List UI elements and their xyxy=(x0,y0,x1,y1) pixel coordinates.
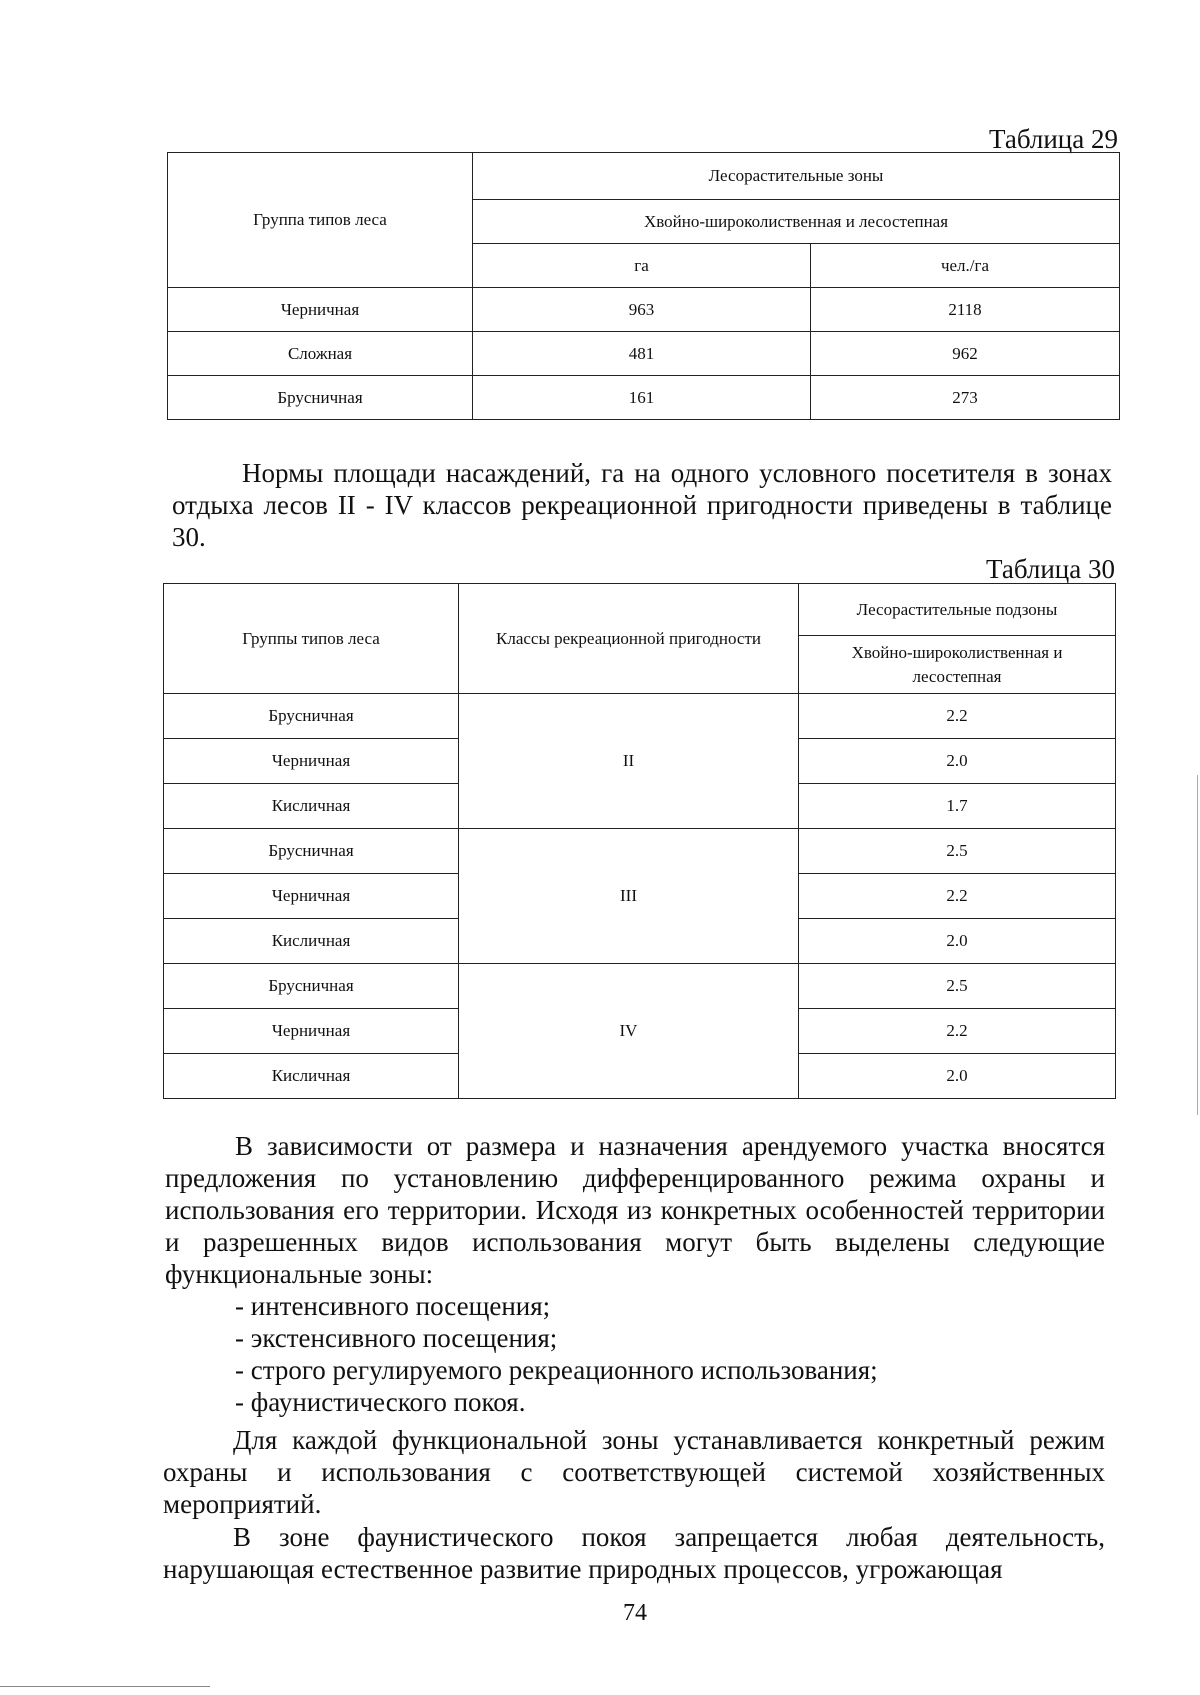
forest-type-cell: Черничная xyxy=(164,1009,459,1054)
table-29 xyxy=(167,152,1120,420)
subzone-name-header: Хвойно-широколиственная и лесостепная xyxy=(799,636,1116,694)
zones-paragraph: В зависимости от размера и назначения арендуемого участка вносятся предложения по установлению дифференцированного режима охраны и использования его территории. Исходя из конкретных особенностей территории и разрешенных видов использования могут быть выделены следующие функциональные зоны: xyxy=(165,1131,1105,1289)
area-norm-cell: 2.2 xyxy=(799,694,1116,739)
table-row xyxy=(164,694,1116,739)
area-norm-cell: 2.2 xyxy=(799,1009,1116,1054)
table-row xyxy=(168,376,1120,420)
forest-zones-header: Лесорастительные зоны xyxy=(473,153,1120,200)
area-norm-cell: 1.7 xyxy=(799,784,1116,829)
area-norm-cell: 2.0 xyxy=(799,919,1116,964)
table-row xyxy=(164,829,1116,874)
area-norm-cell: 2.5 xyxy=(799,829,1116,874)
forest-subzones-header: Лесорастительные подзоны xyxy=(799,584,1116,636)
zone-name-header: Хвойно-широколиственная и лесостепная xyxy=(473,200,1120,244)
recreation-class-cell: IV xyxy=(459,964,799,1099)
people-per-ha-cell: 962 xyxy=(811,332,1120,376)
table-row xyxy=(164,964,1116,1009)
group-type-header: Группа типов леса xyxy=(168,153,473,288)
hectares-cell: 481 xyxy=(473,332,811,376)
people-per-ha-cell: 2118 xyxy=(811,288,1120,332)
regime-paragraph: Для каждой функциональной зоны устанавливается конкретный режим охраны и использования с соответствующей системой хозяйственных мероприятий. xyxy=(163,1425,1105,1519)
area-norm-cell: 2.0 xyxy=(799,739,1116,784)
area-norm-cell: 2.0 xyxy=(799,1054,1116,1099)
forest-type-cell: Брусничная xyxy=(164,829,459,874)
unit-hectares-header: га xyxy=(473,244,811,288)
page-number: 74 xyxy=(623,1600,647,1626)
forest-type-cell: Брусничная xyxy=(164,694,459,739)
zones-list xyxy=(235,1290,1105,1418)
forest-type-cell: Черничная xyxy=(164,739,459,784)
recreation-class-cell: III xyxy=(459,829,799,964)
table-row xyxy=(168,288,1120,332)
forest-type-cell: Кисличная xyxy=(164,919,459,964)
group-types-header: Группы типов леса xyxy=(164,584,459,694)
forest-type-cell: Черничная xyxy=(168,288,473,332)
recreation-class-header: Классы рекреационной пригодности xyxy=(459,584,799,694)
list-item: - фаунистического покоя. xyxy=(235,1387,526,1417)
forest-type-cell: Брусничная xyxy=(168,376,473,420)
forest-type-cell: Сложная xyxy=(168,332,473,376)
table-30-caption: Таблица 30 xyxy=(986,554,1115,584)
forest-type-cell: Кисличная xyxy=(164,784,459,829)
table-row xyxy=(168,332,1120,376)
scan-edge-line xyxy=(1197,775,1198,1115)
table-30 xyxy=(163,583,1116,1099)
list-item: - экстенсивного посещения; xyxy=(235,1323,558,1353)
forest-type-cell: Кисличная xyxy=(164,1054,459,1099)
list-item: - строго регулируемого рекреационного использования; xyxy=(235,1355,878,1385)
list-item: - интенсивного посещения; xyxy=(235,1291,551,1321)
unit-people-per-ha-header: чел./га xyxy=(811,244,1120,288)
hectares-cell: 161 xyxy=(473,376,811,420)
hectares-cell: 963 xyxy=(473,288,811,332)
forest-type-cell: Брусничная xyxy=(164,964,459,1009)
people-per-ha-cell: 273 xyxy=(811,376,1120,420)
intro-paragraph: Нормы площади насаждений, га на одного условного посетителя в зонах отдыха лесов II - IV классов рекреационной пригодности приведены в таблице 30. xyxy=(172,458,1112,552)
recreation-class-cell: II xyxy=(459,694,799,829)
fauna-paragraph: В зоне фаунистического покоя запрещается любая деятельность, нарушающая естественное развитие природных процессов, угрожающая xyxy=(163,1522,1105,1584)
forest-type-cell: Черничная xyxy=(164,874,459,919)
area-norm-cell: 2.2 xyxy=(799,874,1116,919)
table-29-caption: Таблица 29 xyxy=(989,124,1118,154)
scan-edge-line xyxy=(0,1686,210,1687)
area-norm-cell: 2.5 xyxy=(799,964,1116,1009)
